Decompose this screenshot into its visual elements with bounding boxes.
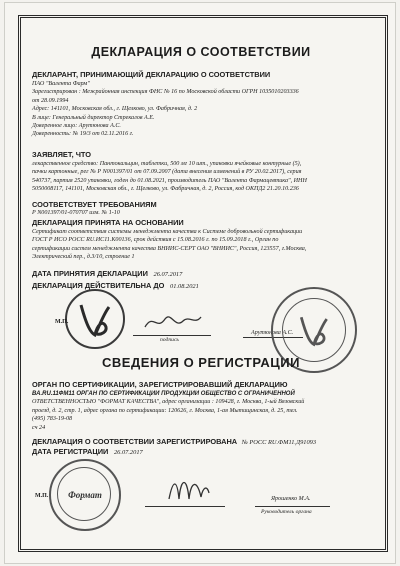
registered-date-row (32, 447, 143, 456)
applicant-block (32, 80, 377, 139)
organ-line: сч 24 (32, 424, 46, 431)
organ-signature-line (145, 506, 225, 507)
applicant-line: от 28.09.1994 (32, 97, 69, 104)
acceptance-date-row (32, 269, 182, 278)
requirements-header: СООТВЕТСТВУЕТ ТРЕБОВАНИЯМ (32, 200, 157, 209)
basis-line: ГОСТ Р ИСО РОСС RU.ИС11.К00136, срок действия с 15.08.2016 г. по 15.09.2018 г., Орган по (32, 237, 279, 244)
acceptance-date: 26.07.2017 (153, 271, 183, 278)
organ-header: ОРГАН ПО СЕРТИФИКАЦИИ, ЗАРЕГИСТРИРОВАВШИЙ ДЕКЛАРАЦИЮ (32, 380, 288, 389)
states-header: ЗАЯВЛЯЕТ, ЧТО (32, 150, 92, 159)
product-line: пачки картонные, рег № Р N001397/01 от 07.09.2007 (дата внесения изменений в РУ 20.02.2017), серия (32, 169, 302, 176)
signature-line (133, 335, 211, 336)
applicant-line: ПАО "Валента Фарм" (32, 81, 90, 87)
signature-caption: подпись (160, 337, 179, 343)
applicant-header: ДЕКЛАРАНТ, ПРИНИМАЮЩИЙ ДЕКЛАРАЦИЮ О СООТВЕТСТВИИ (32, 70, 271, 79)
product-line: 540737, партия 2520 упаковки, годен до 01.08.2021, производитель ПАО "Валента Фармацевтика", ИНН (32, 177, 307, 184)
logo-mark-icon (73, 297, 117, 341)
document-sheet (4, 2, 396, 564)
organ-line: ВА.RU.11ФМ11 ОРГАН ПО СЕРТИФИКАЦИИ ПРОДУКЦИИ ОБЩЕСТВО С ОГРАНИЧЕННОЙ (32, 391, 295, 397)
registered-number: № РОСС RU.ФМ11.Д91093 (241, 439, 317, 446)
organ-head-caption: Руководитель органа (261, 509, 312, 515)
organ-line: проезд, д. 2, стр. 1, адрес органа по сертификации: 120626, г. Москва, 1-ая Мытищинская, д. 25, тел. (32, 407, 298, 414)
valid-until-row (32, 281, 199, 290)
applicant-line: Адрес: 141101, Московская обл., г. Щелково, ул. Фабричная, д. 2 (32, 106, 198, 113)
registered-label: ДЕКЛАРАЦИЯ О СООТВЕТСТВИИ ЗАРЕГИСТРИРОВАНА (32, 437, 238, 446)
organ-line: (495) 783-19-08 (32, 416, 73, 423)
applicant-line: Зарегистрирован : Межрайонная инспекция ФНС № 16 по Московской области ОГРН 1035010203336 (32, 89, 299, 96)
company-logo-stamp (65, 289, 125, 349)
basis-line: Сертификат соответствия системы менеджмента качества к Системе добровольной сертификации (32, 229, 303, 235)
signer-name: Арутюнова А.С. (251, 330, 294, 336)
signature-scribble-left (143, 311, 203, 333)
product-line: лекарственное средство: Пантокальцин, таблетки, 500 мг 10 шт., упаковки ячейковые контурные (5), (32, 161, 302, 167)
organ-round-stamp (49, 459, 121, 531)
basis-line: Электрический пер., д.3/10, строение 1 (32, 254, 135, 261)
applicant-line: В лице: Генеральный директор Стрекалов А.Е. (32, 114, 155, 121)
organ-line: ОТВЕТСТВЕННОСТЬЮ "ФОРМАТ КАЧЕСТВА", адрес организации : 109428, г. Москва, 1-ый Вязовский (32, 399, 305, 406)
registered-row (32, 437, 316, 446)
requirements-line: Р N001397/01-070707 изм. № 1-10 (32, 210, 120, 216)
stamp-label-bottom: М.П. (35, 493, 49, 499)
organ-block (32, 390, 380, 432)
valid-until-label: ДЕКЛАРАЦИЯ ДЕЙСТВИТЕЛЬНА ДО (32, 281, 165, 290)
organ-head-line (255, 506, 330, 507)
valid-until-date: 01.08.2021 (170, 283, 199, 290)
applicant-line: Доверенность: № 19/3 от 02.11.2016 г. (32, 131, 134, 138)
stamp-label-left: М.П. (55, 319, 69, 325)
product-line: 5050008117, 141101, Московская обл., г. Щелково, ул. Фабричная, д. 2, Россия, код ОКПД2 21.20.10.236 (32, 186, 299, 193)
registered-date-label: ДАТА РЕГИСТРАЦИИ (32, 447, 109, 456)
registration-title: СВЕДЕНИЯ О РЕГИСТРАЦИИ (102, 355, 300, 370)
organ-stamp-text: Формат (68, 490, 102, 500)
product-block (32, 160, 380, 194)
basis-header: ДЕКЛАРАЦИЯ ПРИНЯТА НА ОСНОВАНИИ (32, 218, 184, 227)
registered-date: 26.07.2017 (113, 449, 143, 456)
acceptance-date-label: ДАТА ПРИНЯТИЯ ДЕКЛАРАЦИИ (32, 269, 148, 278)
applicant-line: Доверенное лицо: Арутюнова А.С. (32, 123, 121, 130)
basis-line: сертификации систем менеджмента качества ВНИИС-СЕРТ ОАО "ВНИИС", Россия, 123557, г.Москва, (32, 245, 307, 252)
basis-block (32, 228, 380, 262)
declaration-title: ДЕКЛАРАЦИЯ О СООТВЕТСТВИИ (91, 45, 311, 59)
organ-head-name: Ярошенко М.А. (271, 496, 311, 502)
signature-scribble-organ (165, 473, 211, 503)
